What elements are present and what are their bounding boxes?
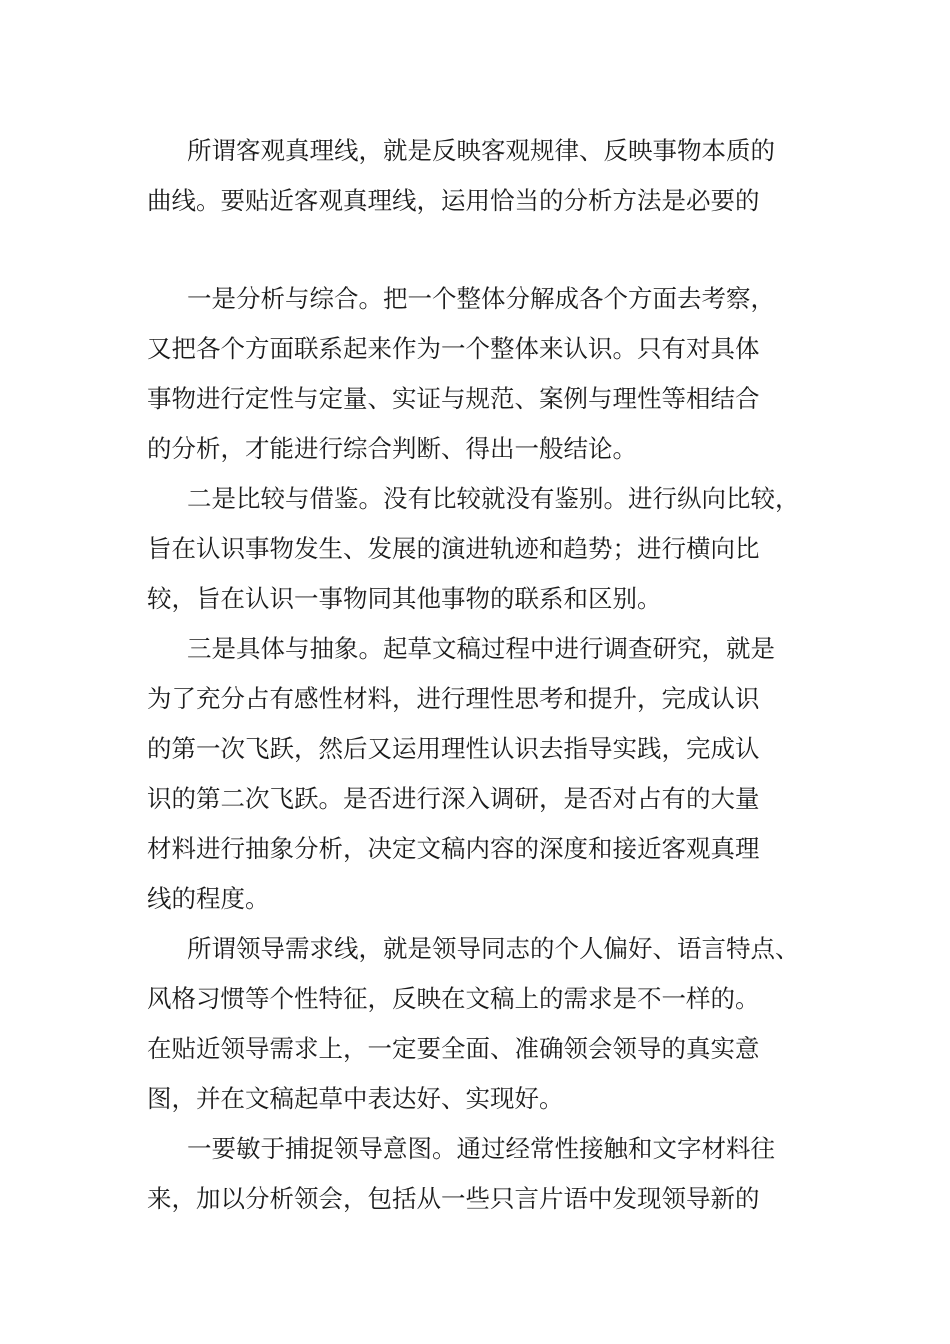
text-line: 识的第二次飞跃。是否进行深入调研，是否对占有的大量: [147, 784, 760, 813]
text-line: 一要敏于捕捉领导意图。通过经常性接触和文字材料往: [187, 1134, 775, 1163]
text-line: 又把各个方面联系起来作为一个整体来认识。只有对具体: [147, 334, 760, 363]
text-line: 在贴近领导需求上，一定要全面、准确领会领导的真实意: [147, 1034, 760, 1063]
text-line: 所谓客观真理线，就是反映客观规律、反映事物本质的: [187, 136, 775, 165]
text-line: 事物进行定性与定量、实证与规范、案例与理性等相结合: [147, 384, 760, 413]
text-line: 三是具体与抽象。起草文稿过程中进行调查研究，就是: [187, 634, 775, 663]
paragraph-comparison: [147, 474, 827, 624]
text-line: 曲线。要贴近客观真理线，运用恰当的分析方法是必要的: [147, 186, 760, 215]
paragraph-leader-intent: [147, 1124, 827, 1224]
text-line: 较，旨在认识一事物同其他事物的联系和区别。: [147, 584, 662, 613]
text-line: 为了充分占有感性材料，进行理性思考和提升，完成认识: [147, 684, 760, 713]
text-line: 图，并在文稿起草中表达好、实现好。: [147, 1084, 564, 1113]
text-line: 的第一次飞跃，然后又运用理性认识去指导实践，完成认: [147, 734, 760, 763]
text-line: 一是分析与综合。把一个整体分解成各个方面去考察，: [187, 284, 775, 313]
text-line: 二是比较与借鉴。没有比较就没有鉴别。进行纵向比较，: [187, 484, 800, 513]
text-line: 旨在认识事物发生、发展的演进轨迹和趋势；进行横向比: [147, 534, 760, 563]
text-line: 线的程度。: [147, 884, 270, 913]
text-line: 风格习惯等个性特征，反映在文稿上的需求是不一样的。: [147, 984, 760, 1013]
text-line: 来，加以分析领会，包括从一些只言片语中发现领导新的: [147, 1184, 760, 1213]
paragraph-objective-truth: [147, 126, 827, 226]
paragraph-analysis-synthesis: [147, 274, 827, 474]
paragraph-concrete-abstract: [147, 624, 827, 924]
text-line: 所谓领导需求线，就是领导同志的个人偏好、语言特点、: [187, 934, 800, 963]
text-line: 材料进行抽象分析，决定文稿内容的深度和接近客观真理: [147, 834, 760, 863]
text-line: 的分析，才能进行综合判断、得出一般结论。: [147, 434, 637, 463]
paragraph-leader-needs: [147, 924, 827, 1124]
